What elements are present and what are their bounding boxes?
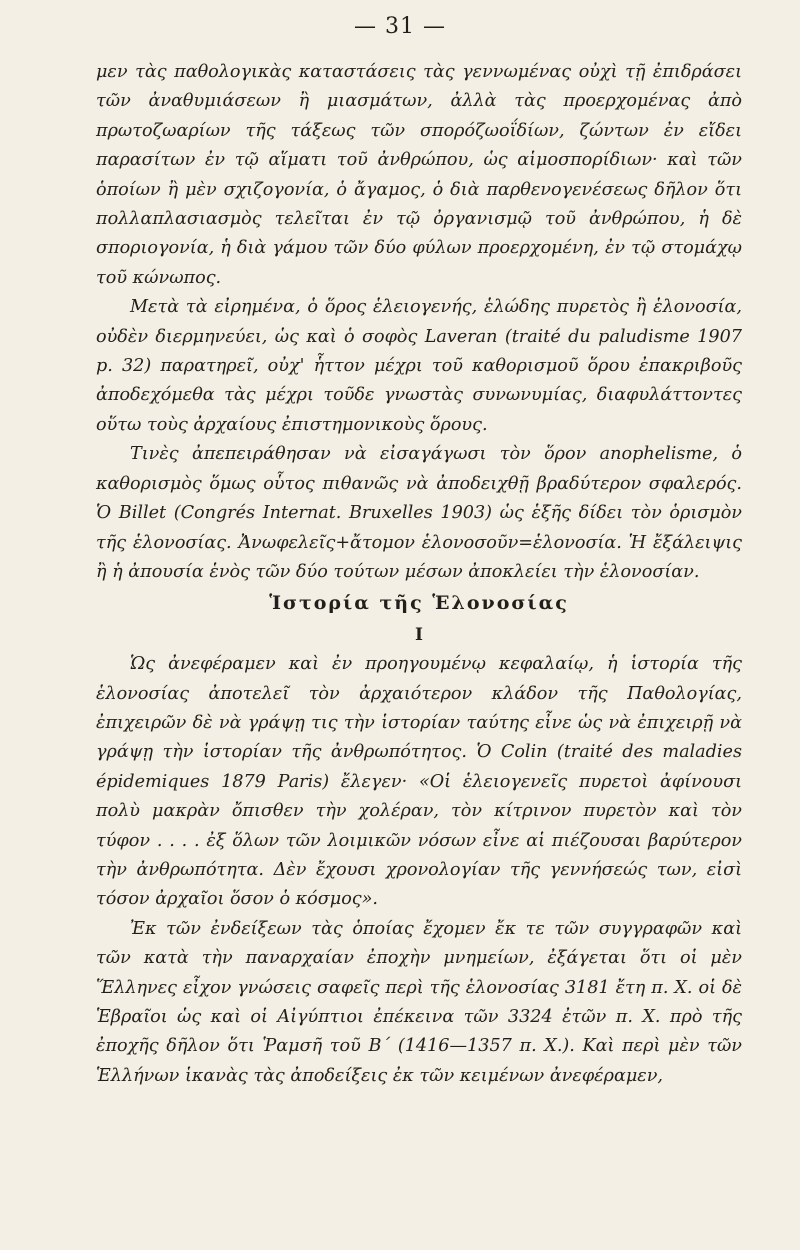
paragraph-terminology: Μετὰ τὰ εἰρημένα, ὁ ὅρος ἑλειογενής, ἑλώδης πυρετὸς ἢ ἑλονοσία, οὐδὲν διερμηνεύει, ὡς καὶ ὁ σοφὸς Laveran (traité du paludisme 1907 p. 32) παρατηρεῖ, οὐχ' ἧττον μέχρι τοῦ καθορισμοῦ ὅρου ἐπακριβοῦς ἀποδεχόμεθα τὰς μέχρι τοῦδε γνωστὰς συνωνυμίας, διαφυλάττοντες οὕτω τοὺς ἀρχαίους ἐπιστημονικοὺς ὅρους.: [96, 297, 742, 435]
page-number: — 31 —: [354, 14, 446, 39]
paragraph-history: Ὡς ἀνεφέραμεν καὶ ἐν προηγουμένῳ κεφαλαίῳ, ἡ ἱστορία τῆς ἑλονοσίας ἀποτελεῖ τὸν ἀρχαιότερον κλάδον τῆς Παθολογίας, ἐπιχειρῶν δὲ νὰ γράψῃ τις τὴν ἱστορίαν ταύτης εἶνε ὡς νὰ ἐπιχειρῇ νὰ γράψῃ τὴν ἱστορίαν τῆς ἀνθρωπότητος. Ὁ Colin (traité des maladies épidemiques 1879 Paris) ἔλεγεν· «Οἱ ἑλειογενεῖς πυρετοὶ ἀφίνουσι πολὺ μακρὰν ὄπισθεν τὴν χολέραν, τὸν κίτρινον πυρετὸν καὶ τὸν τύφον . . . . ἐξ ὅλων τῶν λοιμικῶν νόσων εἶνε αἱ πιέζουσαι βαρύτερον τὴν ἀνθρωπότητα. Δὲν ἔχουσι χρονολογίαν τῆς γεννήσεώς των, εἰσὶ τόσον ἀρχαῖοι ὅσον ὁ κόσμος».: [96, 654, 742, 910]
body-text: [96, 58, 742, 1091]
paragraph-evidence: Ἐκ τῶν ἐνδείξεων τὰς ὁποίας ἔχομεν ἔκ τε τῶν συγγραφῶν καὶ τῶν κατὰ τὴν παναρχαίαν ἐποχὴν μνημείων, ἐξάγεται ὅτι οἱ μὲν Ἕλληνες εἶχον γνώσεις σαφεῖς περὶ τῆς ἑλονοσίας 3181 ἔτη π. Χ. οἱ δὲ Ἑβραῖοι ὡς καὶ οἱ Αἰγύπτιοι ἐπέκεινα τῶν 3324 ἐτῶν π. Χ. πρὸ τῆς ἐποχῆς δῆλον ὅτι Ῥαμσῆ τοῦ Β΄ (1416—1357 π. Χ.). Καὶ περὶ μὲν τῶν Ἑλλήνων ἱκανὰς τὰς ἀποδείξεις ἐκ τῶν κειμένων ἀνεφέραμεν,: [96, 918, 742, 1086]
section-title: Ἱστορία τῆς Ἑλονοσίας: [269, 592, 569, 615]
paragraph-definition: Τινὲς ἀπεπειράθησαν νὰ εἰσαγάγωσι τὸν ὅρον anophelisme, ὁ καθορισμὸς ὅμως οὗτος πιθανῶς νὰ ἀποδειχθῇ βραδύτερον σφαλερός. Ὁ Billet (Congrés Internat. Bruxelles 1903) ὡς ἑξῆς δίδει τὸν ὁρισμὸν τῆς ἑλονοσίας. Ἀνωφελεῖς+ἄτομον ἑλονοσοῦν=ἑλονοσία. Ἡ ἔξάλειψις ἢ ἡ ἀπουσία ἑνὸς τῶν δύο τούτων μέσων ἀποκλείει τὴν ἑλονοσίαν.: [96, 444, 742, 582]
section-numeral: I: [415, 624, 423, 645]
paragraph-continuation: μεν τὰς παθολογικὰς καταστάσεις τὰς γεννωμένας οὐχὶ τῇ ἐπιδράσει τῶν ἀναθυμιάσεων ἢ μιασμάτων, ἀλλὰ τὰς προερχομένας ἀπὸ πρωτοζωαρίων τῆς τάξεως τῶν σπορόζωοΐδίων, ζώντων ἐν εἴδει παρασίτων ἐν τῷ αἵματι τοῦ ἀνθρώπου, ὡς αἱμοσπορίδιων· καὶ τῶν ὁποίων ἢ μὲν σχιζογονία, ὁ ἄγαμος, ὁ διὰ παρθενογενέσεως δῆλον ὅτι πολλαπλασιασμὸς τελεῖται ἐν τῷ ὀργανισμῷ τοῦ ἀνθρώπου, ἡ δὲ σποριογονία, ἡ διὰ γάμου τῶν δύο φύλων προερχομένη, ἐν τῷ στομάχῳ τοῦ κώνωπος.: [96, 62, 742, 288]
